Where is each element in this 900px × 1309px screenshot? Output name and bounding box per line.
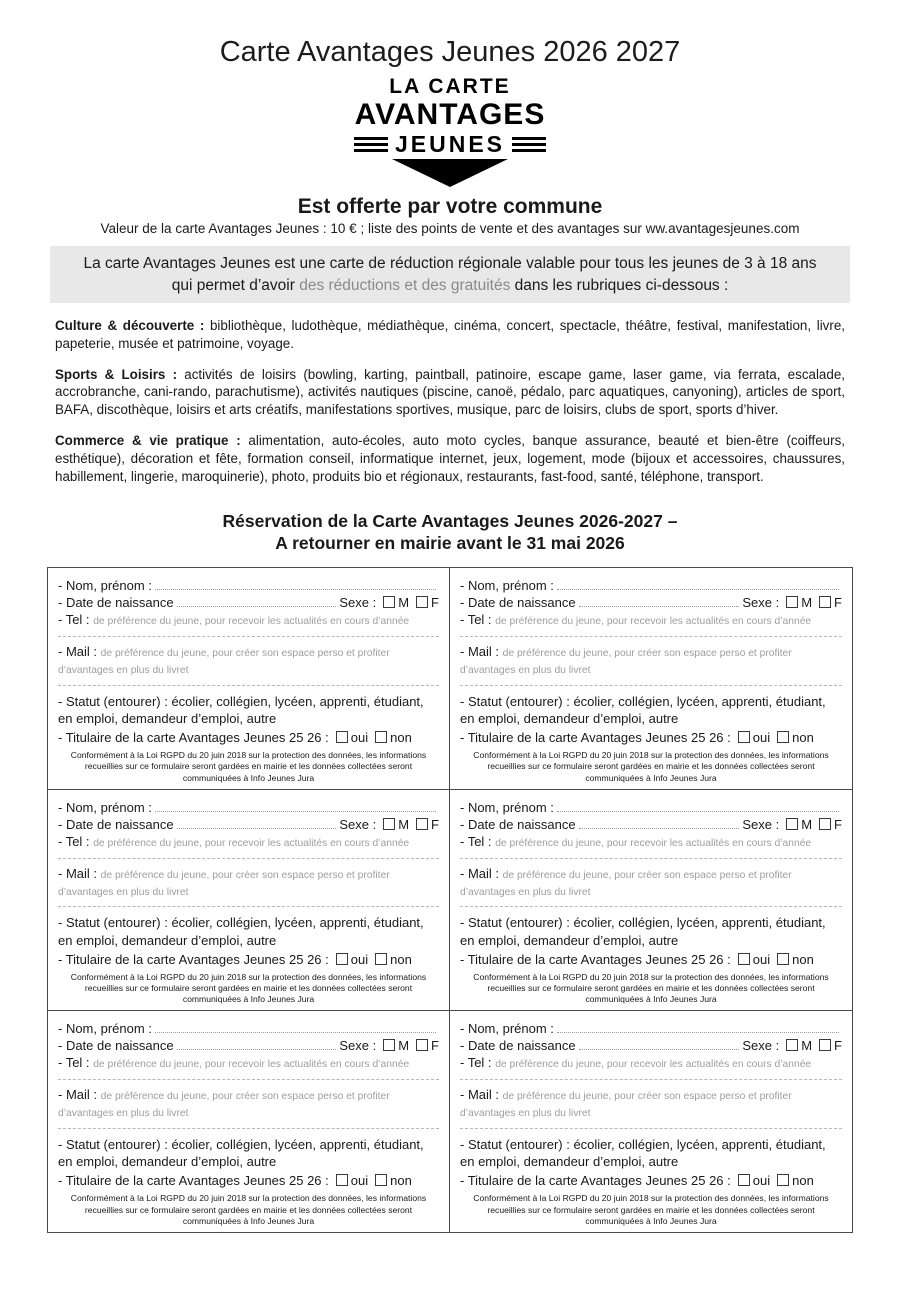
offer-heading: Est offerte par votre commune xyxy=(297,195,603,219)
category-sports-text: activités de loisirs (bowling, karting, paintball, patinoire, escape game, laser game, via ferrata, escalade, accrobranche, cani-rando, parachutisme), activités nautiques (piscine, canoë, pédalo, parc aquatiques, canyoning), articles de sport, BAFA, discothèque, loisirs et arts créatifs, manifestations sportives, musique, parc de loisirs, clubs de sport, sports d’hiver. xyxy=(55,366,845,418)
date-line xyxy=(58,1038,439,1053)
reservation-form-cell xyxy=(48,568,450,790)
sexe-m-checkbox xyxy=(786,596,798,608)
titulaire-non-label: non xyxy=(792,730,814,746)
nom-line xyxy=(460,578,842,593)
sexe-f-label: F xyxy=(834,1038,842,1054)
section-separator xyxy=(58,685,439,686)
nom-writein-line xyxy=(557,1021,839,1033)
sexe-m-label: M xyxy=(801,816,813,832)
titulaire-oui-checkbox xyxy=(336,953,348,965)
nom-label: - Nom, prénom : xyxy=(58,799,152,815)
nom-writein-line xyxy=(155,578,436,590)
logo-stripes-left-icon xyxy=(354,137,388,152)
category-commerce xyxy=(55,432,845,485)
titulaire-line xyxy=(58,952,439,967)
reservation-heading-line2: A retourner en mairie avant le 31 mai 2026 xyxy=(275,533,625,554)
nom-label: - Nom, prénom : xyxy=(460,578,554,594)
titulaire-oui-label: oui xyxy=(752,951,771,967)
mail-hint: de préférence du jeune, pour créer son espace perso et profiter d’avantages en plus du livret xyxy=(460,869,792,898)
titulaire-non-checkbox xyxy=(375,731,387,743)
mail-label: - Mail : xyxy=(460,865,499,881)
date-writein-line xyxy=(579,1038,740,1050)
statut-line xyxy=(460,1136,842,1170)
section-separator xyxy=(460,906,842,907)
section-separator xyxy=(460,1128,842,1129)
titulaire-non-label: non xyxy=(390,730,412,746)
tel-label: - Tel : xyxy=(460,833,492,849)
sexe-m-label: M xyxy=(398,595,410,611)
titulaire-non-checkbox xyxy=(777,731,789,743)
sexe-f-checkbox xyxy=(416,1039,428,1051)
tel-label: - Tel : xyxy=(58,1055,90,1071)
titulaire-label: - Titulaire de la carte Avantages Jeunes 25 26 : xyxy=(58,730,329,746)
mail-hint: de préférence du jeune, pour créer son espace perso et profiter d’avantages en plus du livret xyxy=(58,869,390,898)
date-line xyxy=(460,1038,842,1053)
statut-label: - Statut (entourer) : xyxy=(58,1137,168,1153)
category-commerce-label: Commerce & vie pratique : xyxy=(55,433,241,449)
logo-text-jeunes: JEUNES xyxy=(394,131,506,158)
sexe-f-checkbox xyxy=(819,596,831,608)
tel-label: - Tel : xyxy=(58,612,90,628)
statut-line xyxy=(58,693,439,727)
titulaire-oui-checkbox xyxy=(336,1174,348,1186)
rgpd-notice: Conformément à la Loi RGPD du 20 juin 2018 sur la protection des données, les informations recueillies sur ce formulaire seront gardées en mairie et les données collectées seront communiquées à Info Jeunes Jura xyxy=(70,971,427,1005)
nom-label: - Nom, prénom : xyxy=(58,578,152,594)
date-writein-line xyxy=(579,817,740,829)
sexe-label: Sexe : xyxy=(742,595,780,611)
nom-line xyxy=(58,1021,439,1036)
titulaire-label: - Titulaire de la carte Avantages Jeunes 25 26 : xyxy=(460,1173,731,1189)
logo-jeunes-row xyxy=(320,132,580,156)
document-page xyxy=(0,36,900,1309)
date-label: - Date de naissance xyxy=(58,1038,174,1054)
category-culture-label: Culture & découverte : xyxy=(55,317,205,333)
titulaire-line xyxy=(460,730,842,745)
logo-text-la-carte: LA CARTE xyxy=(389,75,511,98)
date-label: - Date de naissance xyxy=(58,595,174,611)
statut-label: - Statut (entourer) : xyxy=(58,915,168,931)
statut-options: écolier, collégien, lycéen, apprenti, étudiant, en emploi, demandeur d’emploi, autre xyxy=(460,915,826,948)
tel-hint: de préférence du jeune, pour recevoir les actualités en cours d’année xyxy=(93,837,410,849)
nom-line xyxy=(460,1021,842,1036)
tel-hint: de préférence du jeune, pour recevoir les actualités en cours d’année xyxy=(93,1059,410,1071)
sexe-m-label: M xyxy=(398,816,410,832)
mail-hint: de préférence du jeune, pour créer son espace perso et profiter d’avantages en plus du livret xyxy=(58,1091,390,1120)
page-title: Carte Avantages Jeunes 2026 2027 xyxy=(219,36,681,68)
tel-line xyxy=(58,1055,439,1072)
titulaire-oui-label: oui xyxy=(752,730,771,746)
sexe-m-label: M xyxy=(801,1038,813,1054)
statut-options: écolier, collégien, lycéen, apprenti, étudiant, en emploi, demandeur d’emploi, autre xyxy=(58,915,424,948)
reservation-heading xyxy=(0,510,900,556)
statut-label: - Statut (entourer) : xyxy=(460,915,570,931)
mail-hint: de préférence du jeune, pour créer son espace perso et profiter d’avantages en plus du livret xyxy=(460,648,792,676)
mail-label: - Mail : xyxy=(460,1087,499,1103)
reservation-form-cell xyxy=(48,1011,450,1232)
date-label: - Date de naissance xyxy=(58,816,174,832)
logo-stripes-right-icon xyxy=(512,137,546,152)
rgpd-notice: Conformément à la Loi RGPD du 20 juin 2018 sur la protection des données, les informations recueillies sur ce formulaire seront gardées en mairie et les données collectées seront communiquées à Info Jeunes Jura xyxy=(473,971,829,1005)
sexe-f-checkbox xyxy=(819,818,831,830)
titulaire-oui-label: oui xyxy=(350,730,369,746)
titulaire-label: - Titulaire de la carte Avantages Jeunes 25 26 : xyxy=(460,730,731,746)
titulaire-label: - Titulaire de la carte Avantages Jeunes 25 26 : xyxy=(58,951,329,967)
logo-text-avantages: AVANTAGES xyxy=(354,98,546,132)
sexe-label: Sexe : xyxy=(742,1038,780,1054)
titulaire-oui-checkbox xyxy=(738,953,750,965)
date-writein-line xyxy=(177,1038,337,1050)
statut-label: - Statut (entourer) : xyxy=(460,693,570,709)
tel-label: - Tel : xyxy=(460,612,492,628)
statut-options: écolier, collégien, lycéen, apprenti, étudiant, en emploi, demandeur d’emploi, autre xyxy=(460,1137,826,1170)
titulaire-non-label: non xyxy=(792,1173,814,1189)
sexe-label: Sexe : xyxy=(339,1038,377,1054)
titulaire-line xyxy=(58,730,439,745)
mail-line xyxy=(58,644,439,678)
section-separator xyxy=(460,636,842,637)
section-separator xyxy=(58,1128,439,1129)
mail-label: - Mail : xyxy=(58,644,97,660)
sexe-f-checkbox xyxy=(416,818,428,830)
tel-label: - Tel : xyxy=(460,1055,492,1071)
nom-label: - Nom, prénom : xyxy=(460,799,554,815)
intro-text-part1: La carte Avantages Jeunes est une carte de réduction régionale valable pour tous les jeunes de 3 à 18 ans qui permet d’avoir xyxy=(83,255,817,294)
mail-label: - Mail : xyxy=(460,644,499,660)
date-line xyxy=(58,595,439,610)
sexe-m-checkbox xyxy=(383,818,395,830)
nom-line xyxy=(58,578,439,593)
category-sports xyxy=(55,366,845,419)
mail-line xyxy=(460,866,842,900)
mail-label: - Mail : xyxy=(58,1087,97,1103)
titulaire-line xyxy=(460,952,842,967)
statut-options: écolier, collégien, lycéen, apprenti, étudiant, en emploi, demandeur d’emploi, autre xyxy=(460,693,826,727)
titulaire-non-checkbox xyxy=(375,953,387,965)
mail-line xyxy=(460,1087,842,1121)
tel-line xyxy=(58,834,439,851)
nom-writein-line xyxy=(557,800,839,812)
avantages-jeunes-logo xyxy=(320,75,580,187)
tel-line xyxy=(460,1055,842,1072)
reservation-form-cell xyxy=(450,790,852,1012)
tel-line xyxy=(460,612,842,629)
sexe-label: Sexe : xyxy=(742,816,780,832)
mail-label: - Mail : xyxy=(58,865,97,881)
sexe-label: Sexe : xyxy=(339,595,377,611)
mail-hint: de préférence du jeune, pour créer son espace perso et profiter d’avantages en plus du livret xyxy=(58,648,390,676)
statut-line xyxy=(460,914,842,948)
statut-options: écolier, collégien, lycéen, apprenti, étudiant, en emploi, demandeur d’emploi, autre xyxy=(58,1137,424,1170)
titulaire-label: - Titulaire de la carte Avantages Jeunes 25 26 : xyxy=(460,951,731,967)
section-separator xyxy=(58,858,439,859)
sexe-f-label: F xyxy=(834,595,842,611)
statut-line xyxy=(58,914,439,948)
date-line xyxy=(460,817,842,832)
titulaire-oui-checkbox xyxy=(738,1174,750,1186)
date-writein-line xyxy=(579,595,740,607)
tel-label: - Tel : xyxy=(58,833,90,849)
tel-hint: de préférence du jeune, pour recevoir les actualités en cours d’année xyxy=(495,616,812,628)
section-separator xyxy=(58,906,439,907)
offer-subtext: Valeur de la carte Avantages Jeunes : 10 € ; liste des points de vente et des avantages sur ww.avantagesjeunes.com xyxy=(100,221,800,237)
titulaire-non-label: non xyxy=(390,951,412,967)
category-sports-label: Sports & Loisirs : xyxy=(55,366,178,382)
section-separator xyxy=(460,858,842,859)
mail-line xyxy=(460,644,842,678)
category-commerce-text: alimentation, auto-écoles, auto moto cycles, banque assurance, beauté et bien-être (coiffeurs, esthétique), décoration et fête, formation conseil, informatique internet, jeux, logement, mode (bijoux et accessoires, chaussures, habillement, lingerie, maroquinerie), photo, produits bio et régionaux, restaurants, fast-food, santé, téléphone, transport. xyxy=(55,433,845,484)
mail-line xyxy=(58,866,439,900)
nom-writein-line xyxy=(557,578,839,590)
nom-writein-line xyxy=(155,800,436,812)
titulaire-non-checkbox xyxy=(375,1174,387,1186)
section-separator xyxy=(460,685,842,686)
category-culture xyxy=(55,317,845,353)
date-line xyxy=(58,817,439,832)
date-writein-line xyxy=(177,595,337,607)
mail-line xyxy=(58,1087,439,1121)
date-label: - Date de naissance xyxy=(460,816,576,832)
rgpd-notice: Conformément à la Loi RGPD du 20 juin 2018 sur la protection des données, les informations recueillies sur ce formulaire seront gardées en mairie et les données collectées seront communiquées à Info Jeunes Jura xyxy=(473,750,829,783)
date-label: - Date de naissance xyxy=(460,595,576,611)
categories-section xyxy=(55,317,845,486)
sexe-m-label: M xyxy=(398,1038,410,1054)
intro-highlight-block xyxy=(50,246,850,303)
titulaire-label: - Titulaire de la carte Avantages Jeunes 25 26 : xyxy=(58,1173,329,1189)
titulaire-non-label: non xyxy=(792,951,814,967)
titulaire-non-checkbox xyxy=(777,1174,789,1186)
tel-hint: de préférence du jeune, pour recevoir les actualités en cours d’année xyxy=(93,616,410,628)
sexe-label: Sexe : xyxy=(339,816,377,832)
titulaire-non-checkbox xyxy=(777,953,789,965)
category-culture-text: bibliothèque, ludothèque, médiathèque, cinéma, concert, spectacle, théâtre, festival, manifestation, livre, papeterie, musée et patrimoine, voyage. xyxy=(55,317,845,351)
sexe-m-checkbox xyxy=(786,818,798,830)
titulaire-oui-checkbox xyxy=(738,731,750,743)
rgpd-notice: Conformément à la Loi RGPD du 20 juin 2018 sur la protection des données, les informations recueillies sur ce formulaire seront gardées en mairie et les données collectées seront communiquées à Info Jeunes Jura xyxy=(70,1193,427,1226)
sexe-f-label: F xyxy=(834,816,842,832)
titulaire-oui-label: oui xyxy=(752,1173,771,1189)
reservation-heading-line1: Réservation de la Carte Avantages Jeunes 2026-2027 – xyxy=(222,510,678,531)
nom-line xyxy=(58,800,439,815)
sexe-m-label: M xyxy=(801,595,813,611)
nom-label: - Nom, prénom : xyxy=(460,1021,554,1037)
nom-line xyxy=(460,800,842,815)
sexe-f-label: F xyxy=(431,1038,439,1054)
tel-line xyxy=(460,834,842,851)
intro-text-highlight: des réductions et des gratuités xyxy=(299,276,511,294)
reservation-form-cell xyxy=(450,1011,852,1232)
statut-line xyxy=(58,1136,439,1170)
reservation-form-cell xyxy=(48,790,450,1012)
date-label: - Date de naissance xyxy=(460,1038,576,1054)
date-line xyxy=(460,595,842,610)
date-writein-line xyxy=(177,817,337,829)
sexe-f-checkbox xyxy=(416,596,428,608)
reservation-form-cell xyxy=(450,568,852,790)
statut-label: - Statut (entourer) : xyxy=(58,693,168,709)
titulaire-oui-checkbox xyxy=(336,731,348,743)
section-separator xyxy=(58,636,439,637)
logo-arrow-down-icon xyxy=(392,159,508,187)
sexe-f-label: F xyxy=(431,816,439,832)
intro-text-part2: dans les rubriques ci-dessous : xyxy=(510,276,729,294)
titulaire-non-label: non xyxy=(390,1173,412,1189)
nom-writein-line xyxy=(155,1021,436,1033)
titulaire-oui-label: oui xyxy=(350,1173,369,1189)
sexe-f-checkbox xyxy=(819,1039,831,1051)
section-separator xyxy=(460,1079,842,1080)
statut-line xyxy=(460,693,842,727)
rgpd-notice: Conformément à la Loi RGPD du 20 juin 2018 sur la protection des données, les informations recueillies sur ce formulaire seront gardées en mairie et les données collectées seront communiquées à Info Jeunes Jura xyxy=(70,750,427,783)
tel-hint: de préférence du jeune, pour recevoir les actualités en cours d’année xyxy=(495,837,812,849)
tel-line xyxy=(58,612,439,629)
sexe-m-checkbox xyxy=(383,596,395,608)
statut-options: écolier, collégien, lycéen, apprenti, étudiant, en emploi, demandeur d’emploi, autre xyxy=(58,693,424,727)
sexe-m-checkbox xyxy=(786,1039,798,1051)
tel-hint: de préférence du jeune, pour recevoir les actualités en cours d’année xyxy=(495,1059,812,1071)
titulaire-line xyxy=(58,1173,439,1188)
titulaire-oui-label: oui xyxy=(350,951,369,967)
nom-label: - Nom, prénom : xyxy=(58,1021,152,1037)
mail-hint: de préférence du jeune, pour créer son espace perso et profiter d’avantages en plus du livret xyxy=(460,1091,792,1120)
sexe-m-checkbox xyxy=(383,1039,395,1051)
sexe-f-label: F xyxy=(431,595,439,611)
rgpd-notice: Conformément à la Loi RGPD du 20 juin 2018 sur la protection des données, les informations recueillies sur ce formulaire seront gardées en mairie et les données collectées seront communiquées à Info Jeunes Jura xyxy=(473,1193,829,1226)
section-separator xyxy=(58,1079,439,1080)
titulaire-line xyxy=(460,1173,842,1188)
statut-label: - Statut (entourer) : xyxy=(460,1137,570,1153)
reservation-grid xyxy=(47,567,853,1233)
